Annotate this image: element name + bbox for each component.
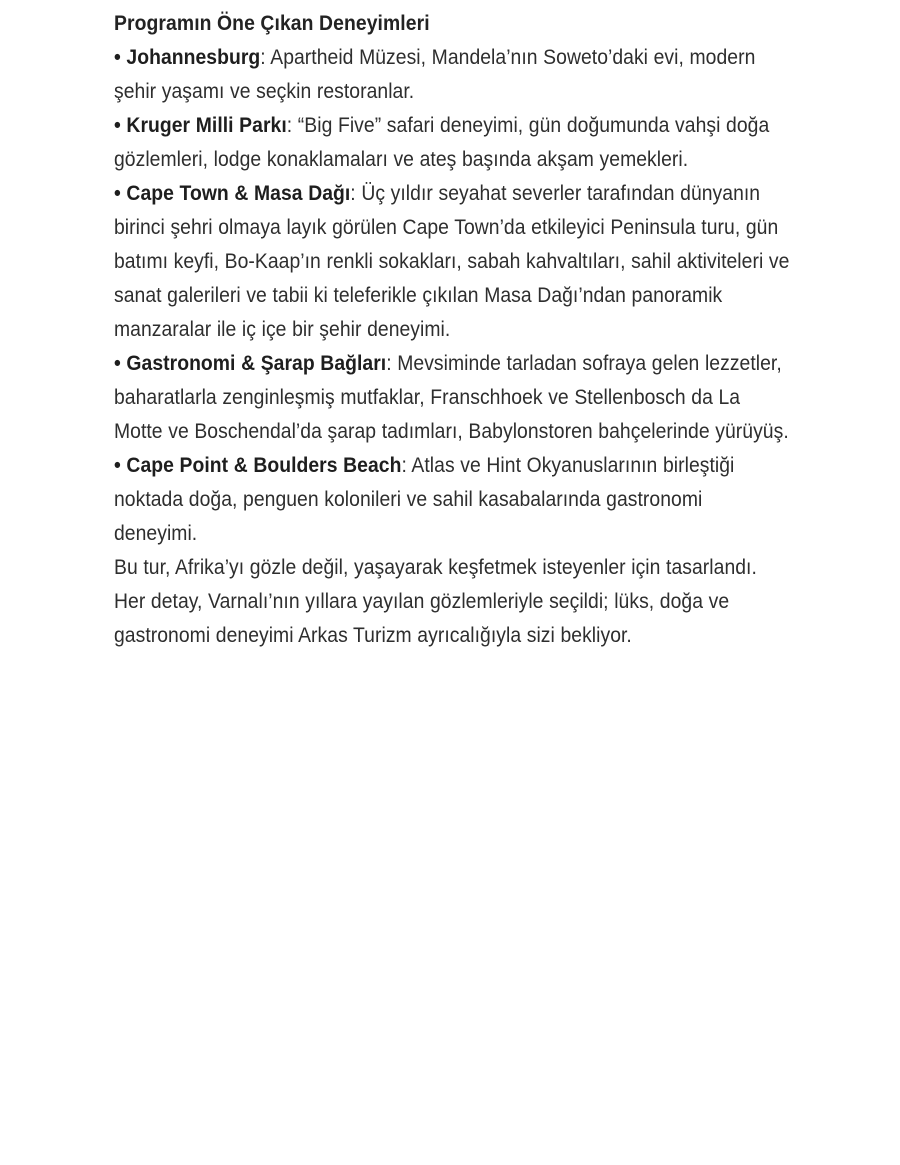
list-item-lead: Cape Town & Masa Dağı (126, 181, 351, 205)
list-item (114, 346, 791, 448)
closing-paragraph: Bu tur, Afrika’yı gözle değil, yaşayarak keşfetmek isteyenler için tasarlandı. Her detay, Varnalı’nın yıllara yayılan gözlemleriyle seçildi; lüks, doğa ve gastronomi deneyimi Arkas Turizm ayrıcalığıyla sizi bekliyor. (114, 555, 757, 647)
list-item (114, 40, 791, 108)
list-item (114, 448, 791, 550)
list-item (114, 108, 791, 176)
list-item-body: : Apartheid Müzesi, Mandela’nın Soweto’daki evi, modern şehir yaşamı ve seçkin restoranlar. (114, 45, 756, 103)
list-item-body: : Mevsiminde tarladan sofraya gelen lezzetler, baharatlarla zenginleşmiş mutfaklar, Franschhoek ve Stellenbosch da La Motte ve Boschendal’da şarap tadımları, Babylonstoren bahçelerinde yürüyüş. (114, 351, 789, 443)
list-item-lead: Kruger Milli Parkı (126, 113, 287, 137)
list-item-body: : Atlas ve Hint Okyanuslarının birleştiği noktada doğa, penguen kolonileri ve sahil kasabalarında gastronomi deneyimi. (114, 453, 735, 545)
page-title: Programın Öne Çıkan Deneyimleri (114, 11, 430, 35)
bullet-glyph: • (114, 113, 121, 137)
bullet-glyph: • (114, 181, 121, 205)
list-item-lead: Johannesburg (126, 45, 261, 69)
list-item-lead: Cape Point & Boulders Beach (126, 453, 402, 477)
list-item (114, 176, 791, 346)
list-item-body: : “Big Five” safari deneyimi, gün doğumunda vahşi doğa gözlemleri, lodge konaklamaları ve ateş başında akşam yemekleri. (114, 113, 770, 171)
bullet-glyph: • (114, 351, 121, 375)
bullet-glyph: • (114, 453, 121, 477)
list-item-body: : Üç yıldır seyahat severler tarafından dünyanın birinci şehri olmaya layık görülen Cape Town’da etkileyici Peninsula turu, gün batımı keyfi, Bo-Kaap’ın renkli sokakları, sabah kahvaltıları, sahil aktiviteleri ve sanat galerileri ve tabii ki teleferikle çıkılan Masa Dağı’ndan panoramik manzaralar ile iç içe bir şehir deneyimi. (114, 181, 790, 341)
bullet-glyph: • (114, 45, 121, 69)
document-body (114, 6, 791, 652)
list-item-lead: Gastronomi & Şarap Bağları (126, 351, 387, 375)
